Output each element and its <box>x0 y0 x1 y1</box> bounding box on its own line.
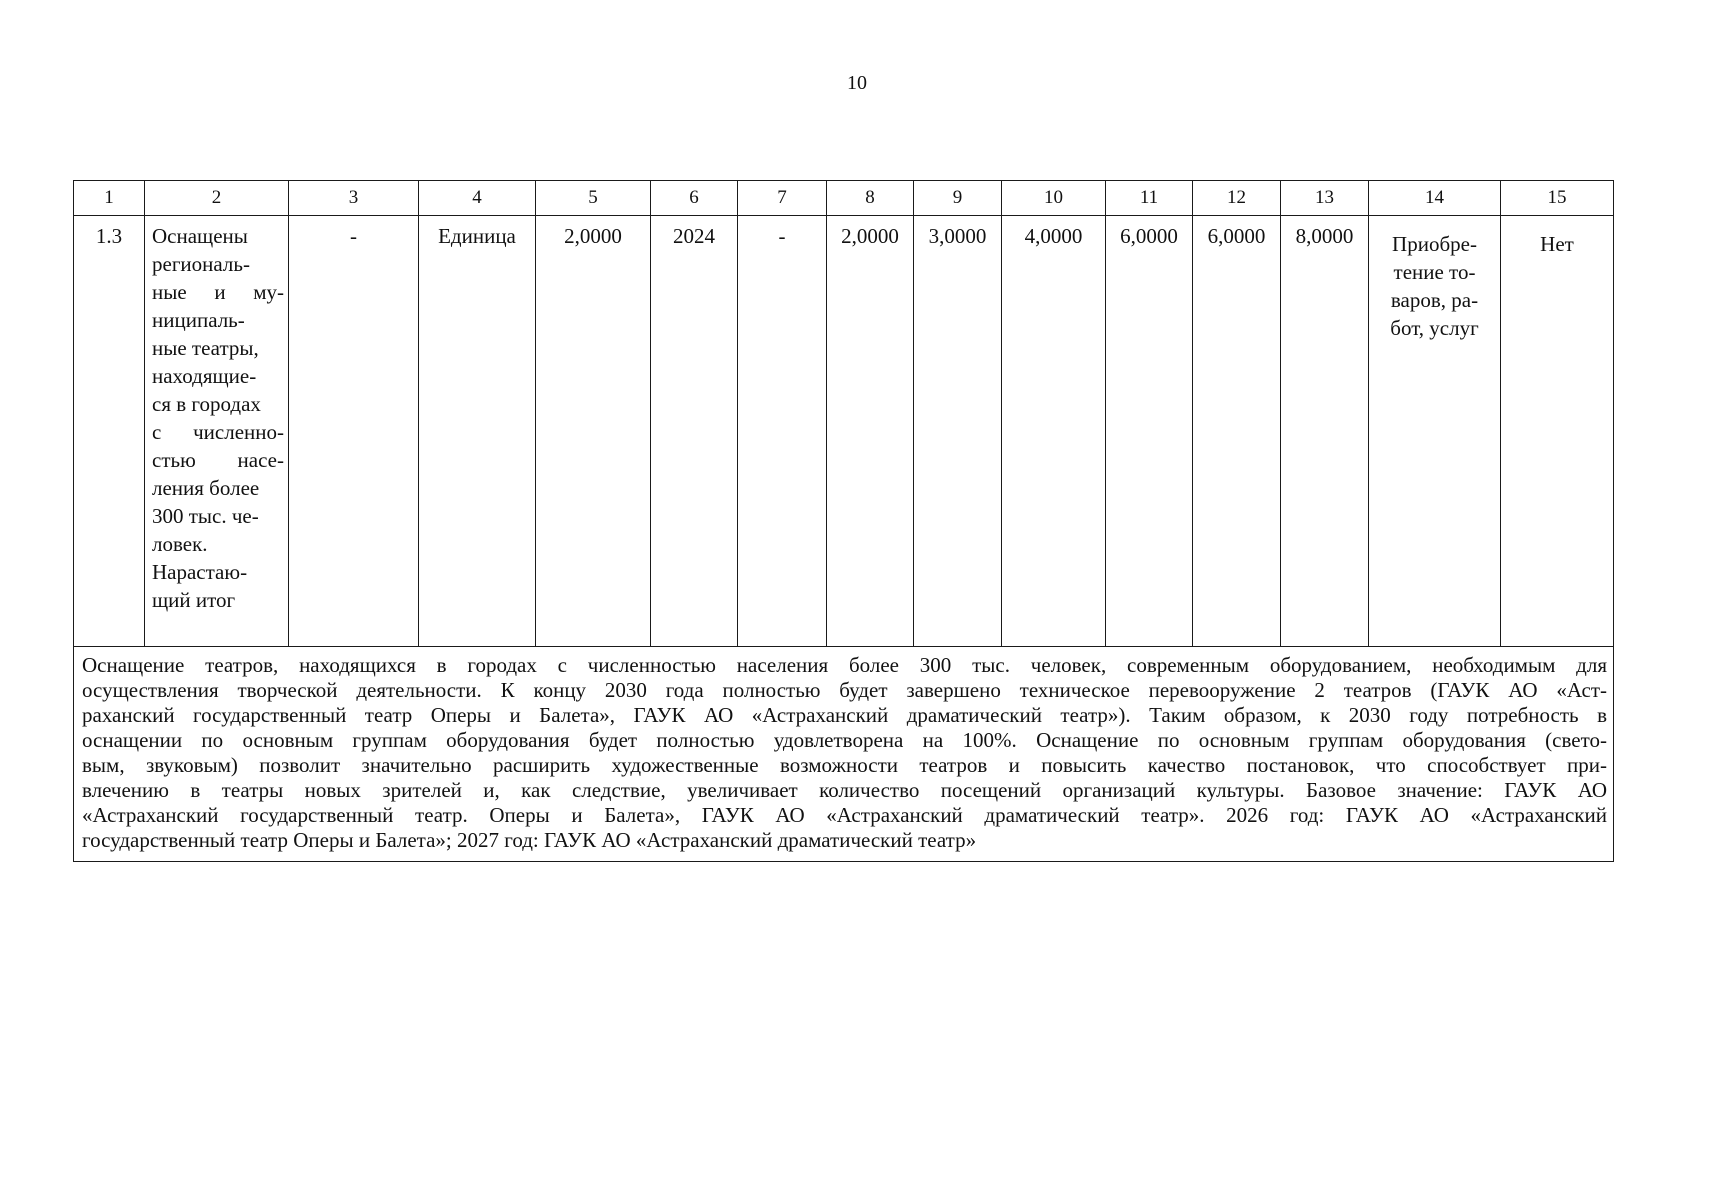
header-cell: 3 <box>289 181 419 216</box>
value-col8: 2,0000 <box>827 216 914 647</box>
unit-value: Единица <box>419 216 536 647</box>
header-cell: 7 <box>738 181 827 216</box>
base-year: 2024 <box>651 216 738 647</box>
indicators-table <box>73 180 1614 862</box>
indicator-name-line: ления более <box>152 476 260 500</box>
indicator-name-line: 300 тыс. че- <box>152 504 259 528</box>
header-cell: 1 <box>74 181 145 216</box>
purpose-line: тение то- <box>1393 260 1476 284</box>
indicator-name-line: ные и му- <box>152 280 284 304</box>
indicator-name-line: региональ- <box>152 252 250 276</box>
header-cell: 14 <box>1369 181 1501 216</box>
description-line: государственный театр Оперы и Балета»; 2027 год: ГАУК АО «Астраханский драматический театр» <box>82 828 977 852</box>
value-col9: 3,0000 <box>914 216 1002 647</box>
indicator-name-line: Оснащены <box>152 224 248 248</box>
purpose-line: Приобре- <box>1392 232 1477 256</box>
description-cell <box>74 647 1614 862</box>
purpose-cell <box>1369 216 1501 647</box>
col15-value: Нет <box>1501 216 1614 647</box>
page-number: 10 <box>847 72 867 94</box>
value-col11: 6,0000 <box>1106 216 1193 647</box>
header-cell: 2 <box>145 181 289 216</box>
description-line: Оснащение театров, находящихся в городах с численностью населения более 300 тыс. человек, современным оборудованием, необходимым для <box>82 653 1607 677</box>
header-cell: 6 <box>651 181 738 216</box>
indicator-name-line: ниципаль- <box>152 308 245 332</box>
header-cell: 13 <box>1281 181 1369 216</box>
purpose-line: варов, ра- <box>1390 288 1479 312</box>
description-line: осуществления творческой деятельности. К концу 2030 года полностью будет завершено техническое перевооружение 2 театров (ГАУК АО «Аст- <box>82 678 1607 702</box>
table-row <box>74 216 1614 647</box>
indicator-name-line: ловек. <box>152 532 208 556</box>
indicator-name-line: стью насе- <box>152 448 284 472</box>
base-value: 2,0000 <box>536 216 651 647</box>
value-col13: 8,0000 <box>1281 216 1369 647</box>
indicator-name-line: ся в городах <box>152 392 261 416</box>
description-line: раханский государственный театр Оперы и Балета», ГАУК АО «Астраханский драматический театр»). Таким образом, к 2030 году потребность в <box>82 703 1607 727</box>
row-number: 1.3 <box>74 216 145 647</box>
description-line: «Астраханский государственный театр. Оперы и Балета», ГАУК АО «Астраханский драматический театр». 2026 год: ГАУК АО «Астраханский <box>82 803 1607 827</box>
header-cell: 12 <box>1193 181 1281 216</box>
col3-value: - <box>289 216 419 647</box>
header-cell: 10 <box>1002 181 1106 216</box>
indicator-name-line: Нарастаю- <box>152 560 248 584</box>
indicator-name <box>145 216 289 647</box>
description-line: влечению в театры новых зрителей и, как следствие, увеличивает количество посещений организаций культуры. Базовое значение: ГАУК АО <box>82 778 1607 802</box>
header-cell: 15 <box>1501 181 1614 216</box>
header-cell: 5 <box>536 181 651 216</box>
value-col10: 4,0000 <box>1002 216 1106 647</box>
indicator-name-line: ные театры, <box>152 336 259 360</box>
indicator-name-line: находящие- <box>152 364 257 388</box>
value-col12: 6,0000 <box>1193 216 1281 647</box>
col7-value: - <box>738 216 827 647</box>
indicator-name-line: щий итог <box>152 588 236 612</box>
description-line: оснащении по основным группам оборудования будет полностью удовлетворена на 100%. Оснащение по основным группам оборудования (свето- <box>82 728 1607 752</box>
description-row <box>74 647 1614 862</box>
header-cell: 9 <box>914 181 1002 216</box>
header-cell: 8 <box>827 181 914 216</box>
purpose-line: бот, услуг <box>1390 316 1479 340</box>
indicator-name-line: с численно- <box>152 420 284 444</box>
header-row <box>74 181 1614 216</box>
header-cell: 4 <box>419 181 536 216</box>
description-line: вым, звуковым) позволит значительно расширить художественные возможности театров и повысить качество постановок, что способствует при- <box>82 753 1607 777</box>
header-cell: 11 <box>1106 181 1193 216</box>
